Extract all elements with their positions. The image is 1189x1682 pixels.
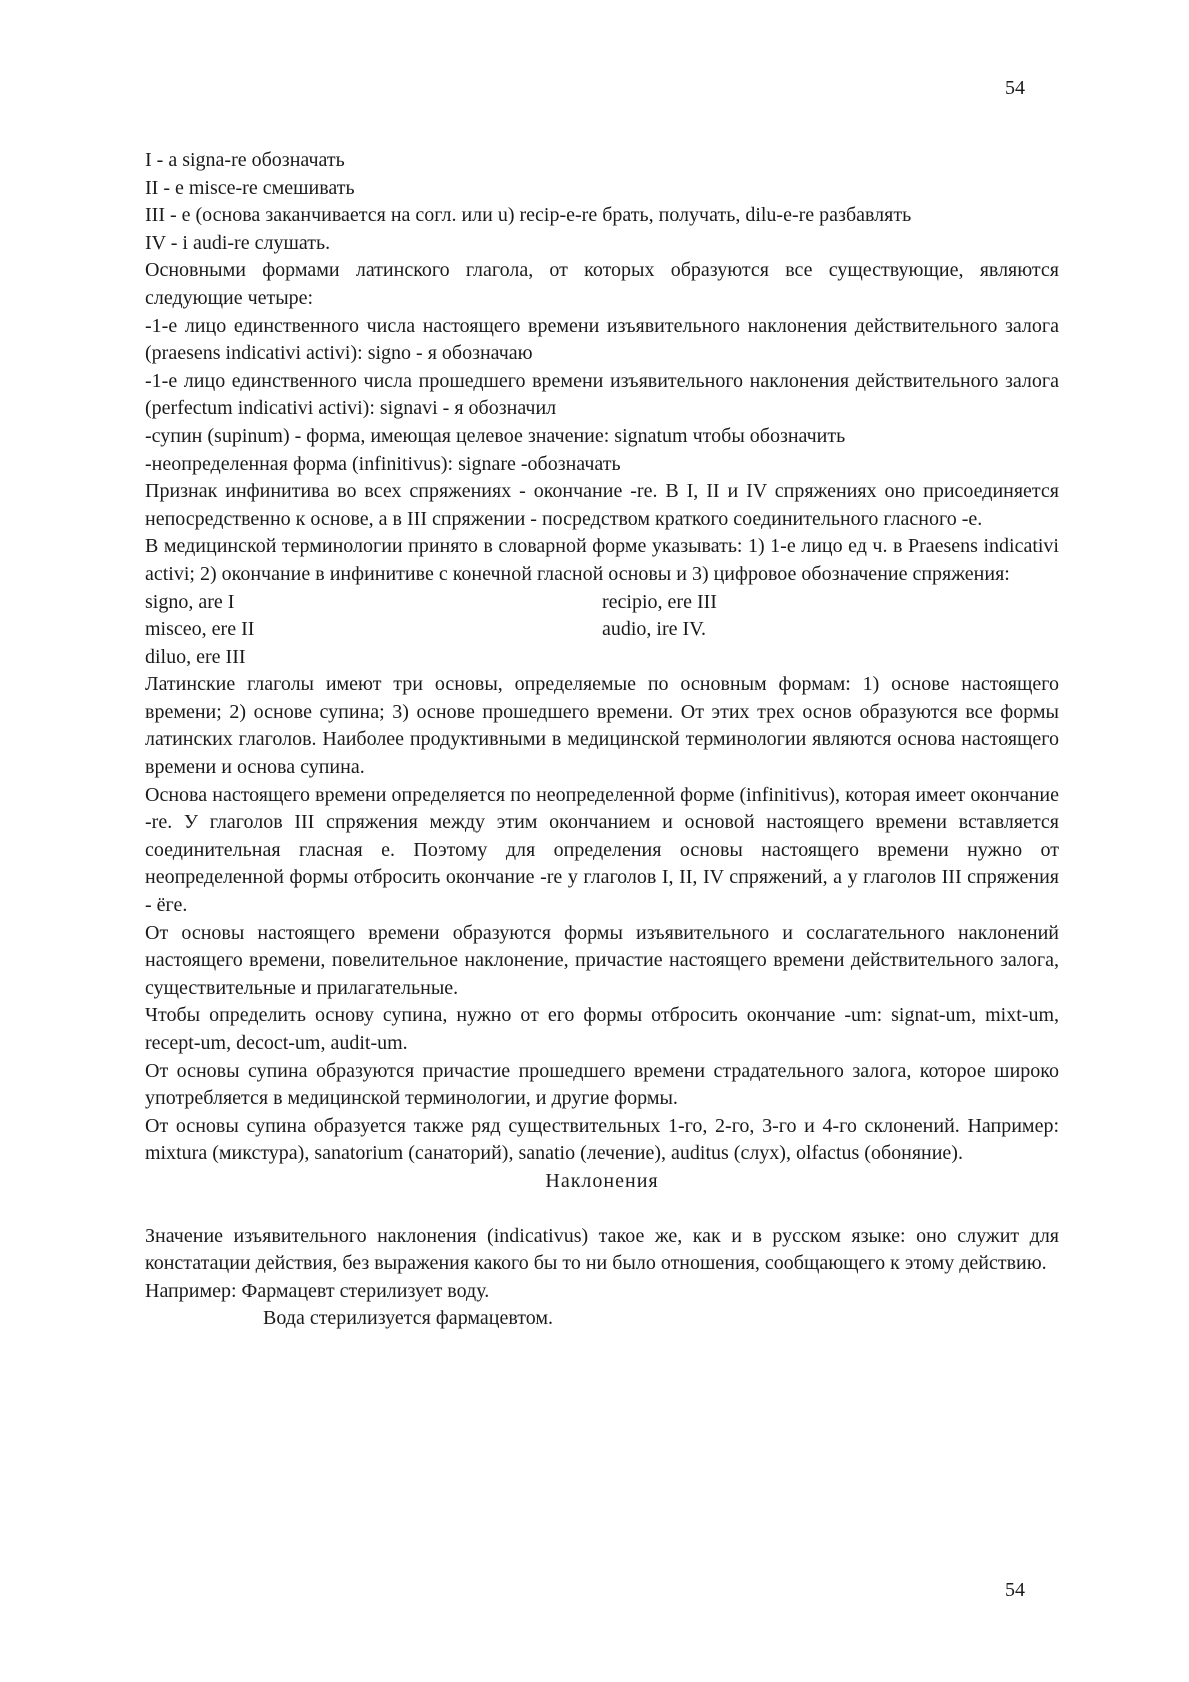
supine-participle-paragraph: От основы супина образуются причастие прошедшего времени страдательного залога, которое широко употребляется в медицинской терминологии, и другие формы. (145, 1059, 1059, 1110)
supine-stem-paragraph: Чтобы определить основу супина, нужно от его формы отбросить окончание -um: signat-um, mixt-um, recept-um, decoct-um, audit-um. (145, 1004, 1059, 1054)
page-number-top: 54 (1005, 77, 1025, 99)
examples-right-column (602, 589, 1059, 672)
example-item: recipio, ere III (602, 590, 717, 613)
page-body (145, 147, 1059, 1333)
conjugation-line-3: III - e (основа заканчивается на согл. или u) recip-e-re брать, получать, dilu-e-re разбавлять (145, 204, 912, 227)
dictionary-examples (145, 589, 1059, 672)
indicative-paragraph: Значение изъявительного наклонения (indicativus) такое же, как и в русском языке: оно служит для констатации действия, без выражения какого бы то ни было отношения, сообщающего к этому действию. (145, 1224, 1059, 1275)
form-4-line: -неопределенная форма (infinitivus): signare -обозначать (145, 452, 621, 475)
example-item: audio, ire IV. (602, 618, 707, 641)
page-number-bottom: 54 (1005, 1579, 1025, 1601)
conjugation-list (145, 147, 1059, 202)
examples-left-column (145, 589, 602, 672)
form-3-line: -супин (supinum) - форма, имеющая целевое значение: signatum чтобы обозначить (145, 424, 846, 447)
present-forms-paragraph: От основы настоящего времени образуются формы изъявительного и сослагательного наклонений настоящего времени, повелительное наклонение, причастие настоящего времени действительного залога, существительные и прилагательные. (145, 921, 1059, 999)
dictionary-form-paragraph: В медицинской терминологии принято в словарной форме указывать: 1) 1-е лицо ед ч. в Praesens indicativi activi; 2) окончание в инфинитиве с конечной гласной основы и 3) цифровое обозначение спряжения: (145, 535, 1059, 585)
example-item: signo, are I (145, 590, 235, 613)
form-2-paragraph: -1-е лицо единственного числа прошедшего времени изъявительного наклонения действительного залога (perfectum indicativi activi): signavi - я обозначил (145, 369, 1059, 420)
example-item: misceo, ere II (145, 618, 255, 641)
example-item: diluo, ere III (145, 645, 246, 668)
stems-paragraph: Латинские глаголы имеют три основы, определяемые по основным формам: 1) основе настоящего времени; 2) основе супина; 3) основе прошедшего времени. От этих трех основ образуются все формы латинских глаголов. Наиболее продуктивными в медицинской терминологии являются основа настоящего времени и основа супина. (145, 673, 1059, 779)
example-sentence-1: Например: Фармацевт стерилизует воду. (145, 1279, 490, 1302)
supine-nouns-paragraph: От основы супина образуется также ряд существительных 1-го, 2-го, 3-го и 4-го склонений. Например: mixtura (микстура), sanatorium (санаторий), sanatio (лечение), auditus (слух), olfactus (обоняние). (145, 1114, 1059, 1165)
example-sentence-2: Вода стерилизуется фармацевтом. (263, 1307, 554, 1330)
present-stem-paragraph: Основа настоящего времени определяется по неопределенной форме (infinitivus), которая имеет окончание -re. У глаголов III спряжения между этим окончанием и основой настоящего времени вставляется соединительная гласная е. Поэтому для определения основы настоящего времени нужно от неопределенной формы отбросить окончание -re у глаголов I, II, IV спряжений, а у глаголов III спряжения - ёге. (145, 783, 1059, 917)
conjugation-line-2: II - e misce-re смешивать (145, 176, 355, 199)
form-1-paragraph: -1-е лицо единственного числа настоящего времени изъявительного наклонения действительного залога (praesens indicativi activi): signo - я обозначаю (145, 314, 1059, 365)
infinitive-paragraph: Признак инфинитива во всех спряжениях - окончание -re. В I, II и IV спряжениях оно присоединяется непосредственно к основе, а в III спряжении - посредством краткого соединительного гласного -е. (145, 480, 1059, 530)
main-forms-paragraph: Основными формами латинского глагола, от которых образуются все существующие, являются следующие четыре: (145, 259, 1059, 309)
conjugation-line-1: I - a signa-re обозначать (145, 149, 345, 171)
conjugation-line-4: IV - i audi-re слушать. (145, 231, 331, 254)
section-heading-moods: Наклонения (545, 1169, 659, 1192)
